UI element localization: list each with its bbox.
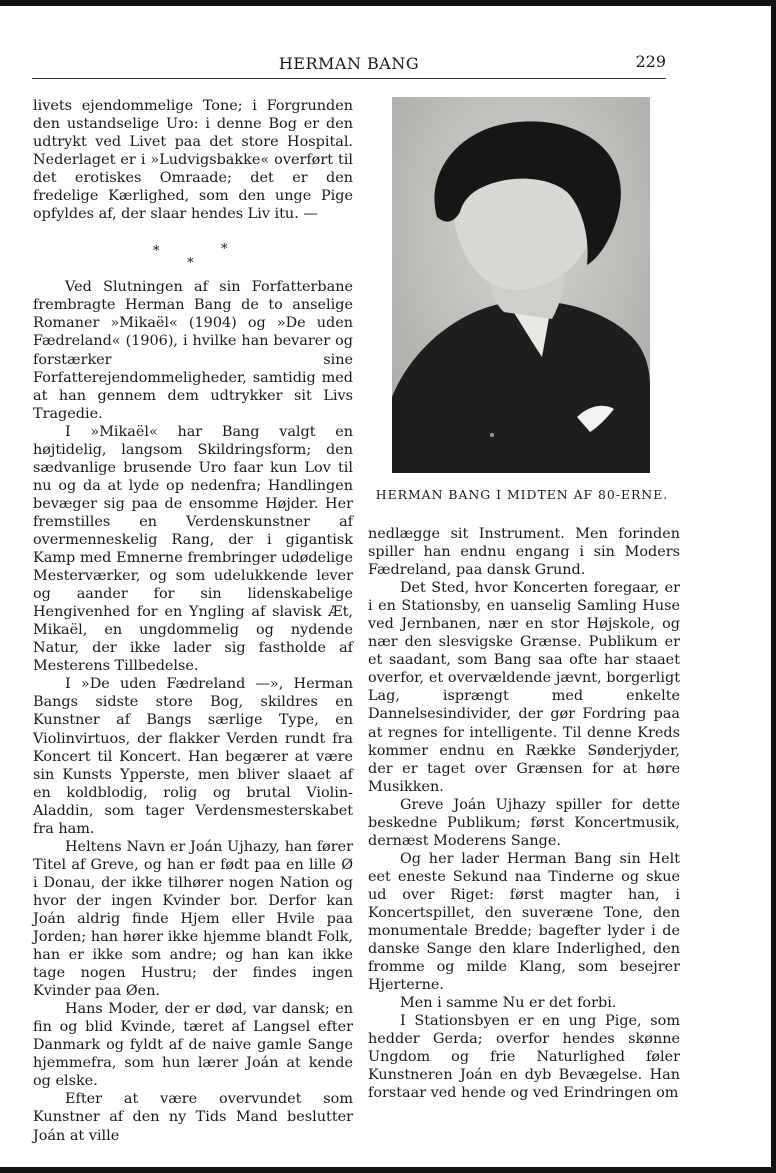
figure-caption: HERMAN BANG I MIDTEN AF 80-ERNE. <box>375 487 669 502</box>
right-paragraph: Og her lader Herman Bang sin Helt eet eneste Sekund naa Tinderne og skue ud over Riget: først magter han, i Koncertspillet, den suveræne Tone, den monumentale Bredde; bagefter lyder i de danske Sange den klare Inderlighed, den fromme og milde Klang, som besejrer Hjerterne. <box>368 850 680 994</box>
right-column <box>368 525 680 1103</box>
right-paragraph: Men i samme Nu er det forbi. <box>400 995 617 1012</box>
button <box>490 433 494 437</box>
page-number: 229 <box>635 52 666 71</box>
scan-border-bottom <box>0 1167 776 1173</box>
left-paragraph: I »De uden Fædreland —», Herman Bangs sidste store Bog, skildres en Kunstner af Bangs særlige Type, en Violinvirtuos, der flakker Verden rundt fra Koncert til Koncert. Han begærer at være sin Kunsts Ypperste, men bliver slaaet af en koldblodig, rolig og brutal Violin-Aladdin, som tager Verdensmesterskabet fra ham. <box>33 676 353 837</box>
right-paragraph: I Stationsbyen er en ung Pige, som hedder Gerda; overfor hendes skønne Ungdom og frie Naturlighed føler Kunstneren Joán en dyb Bevægelse. Han forstaar ved hende og ved Erindringen om <box>368 1013 680 1102</box>
scan-border-right <box>771 0 776 1173</box>
portrait-photo <box>392 97 650 473</box>
running-head <box>32 50 666 79</box>
left-paragraph: Heltens Navn er Joán Ujhazy, han fører Titel af Greve, og han er født paa en lille Ø i Donau, der ikke tilhører nogen Nation og hvor der ingen Kvinder bor. Derfor kan Joán aldrig finde Hjem eller Hvile paa Jorden; han hører ikke hjemme blandt Folk, han er ikke som andre; og han kan ikke tage nogen Hustru; der findes ingen Kvinder paa Øen. <box>33 838 353 1000</box>
left-paragraph: Hans Moder, der er død, var dansk; en fin og blid Kvinde, tæret af Langsel efter Danmark og fyldt af de naive gamle Sange hjemmefra, som hun lærer Joán at kende og elske. <box>33 1001 353 1090</box>
left-paragraph: Efter at være overvundet som Kunstner af den ny Tids Mand beslutter Joán at ville <box>33 1091 353 1144</box>
asterisk: * <box>153 244 160 260</box>
asterisk: * <box>221 242 228 258</box>
left-paragraph: Ved Slutningen af sin Forfatterbane frembragte Herman Bang de to anselige Romaner »Mikaël« (1904) og »De uden Fædreland« (1906), i hvilke han bevarer og forstærker sine Forfatterejendommeligheder, samtidig med at han gennem dem udtrykker sit Livs Tragedie. <box>33 279 353 422</box>
right-paragraph: Greve Joán Ujhazy spiller for dette beskedne Publikum; først Koncertmusik, dernæst Moderens Sange. <box>368 796 680 849</box>
portrait-illustration <box>392 97 650 473</box>
section-separator <box>33 223 353 278</box>
asterisk: * <box>187 256 194 272</box>
right-paragraph: Det Sted, hvor Koncerten foregaar, er i en Stationsby, en uanselig Samling Huse ved Jernbanen, nær en stor Højskole, og nær den slesvigske Grænse. Publikum er et saadant, som Bang saa ofte har staaet overfor, et overvældende jævnt, borgerligt Lag, isprængt med enkelte Dannelsesindivider, der gør Fordring paa at regnes for intelligente. Til denne Kreds kommer endnu en Række Sønderjyder, der er taget over Grænsen for at høre Musikken. <box>368 580 680 795</box>
left-paragraph: livets ejendommelige Tone; i Forgrunden den ustandselige Uro: i denne Bog er den udtrykt ved Livet paa det store Hospital. Nederlaget er i »Ludvigsbakke« overført til det erotiskes Omraade; det er den fredelige Kærlighed, som den unge Pige opfyldes af, der slaar hendes Liv itu. — <box>33 98 353 223</box>
left-paragraph: I »Mikaël« har Bang valgt en højtidelig, langsom Skildringsform; den sædvanlige brusende Uro faar kun Lov til nu og da at lyde op nedenfra; Handlingen bevæger sig paa de ensomme Højder. Her fremstilles en Verdenskunstner af overmenneskelig Rang, der i gigantisk Kamp med Emnerne frembringer udødelige Mesterværker, og som udelukkende lever og aander for sin lidenskabelige Hengivenhed for en Yngling af slavisk Æt, Mikaël, en ungdommelig og nydende Natur, der ikke lader sig fastholde af Mesterens Tillbedelse. <box>33 423 353 675</box>
running-title: HERMAN BANG <box>278 54 420 73</box>
scan-border-top <box>0 0 776 6</box>
left-column <box>33 97 353 1145</box>
right-paragraph: nedlægge sit Instrument. Men forinden spiller han endnu engang i sin Moders Fædreland, paa dansk Grund. <box>368 526 680 579</box>
